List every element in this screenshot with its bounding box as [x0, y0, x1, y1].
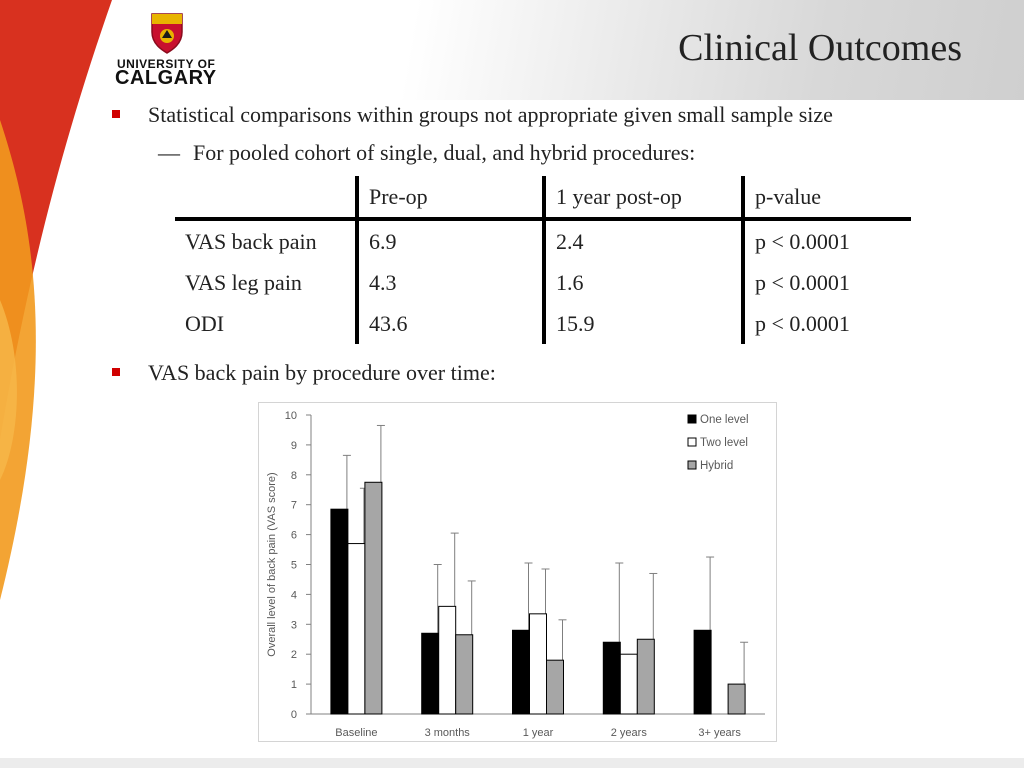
vas-back-pain-chart [258, 402, 777, 742]
bar-one-level [422, 633, 439, 714]
table-header-cell: Pre-op [357, 176, 544, 219]
legend-label: Two level [700, 437, 748, 449]
bar-one-level [694, 630, 711, 714]
bar-one-level [513, 630, 530, 714]
y-tick-label: 6 [290, 529, 297, 542]
table-row [175, 303, 911, 344]
bar-two-level [530, 614, 547, 714]
logo-calgary: CALGARY [115, 67, 217, 89]
logo-university-of: UNIVERSITY OF [117, 57, 216, 71]
bar-hybrid [637, 639, 654, 714]
table-header-cell: p-value [743, 176, 911, 219]
legend-label: One level [700, 414, 749, 426]
table-header-row [175, 176, 911, 219]
table-cell: 2.4 [544, 219, 743, 262]
bar-hybrid [365, 482, 382, 714]
bar-one-level [331, 509, 348, 714]
legend-swatch [688, 415, 696, 423]
y-tick-label: 3 [290, 619, 297, 632]
table-header-cell: 1 year post-op [544, 176, 743, 219]
university-logo[interactable] [115, 12, 225, 92]
table-cell: ODI [185, 310, 225, 336]
y-tick-label: 10 [284, 410, 297, 422]
bar-two-level [348, 544, 365, 714]
table-cell: 15.9 [544, 303, 743, 344]
table-cell: VAS leg pain [185, 269, 302, 295]
sub-bullet-marker: — [158, 140, 180, 165]
footer-band [0, 758, 1024, 768]
x-tick-label: 2 years [610, 727, 647, 739]
x-tick-label: 3 months [424, 727, 470, 739]
coat-of-arms-icon [150, 12, 184, 54]
bar-two-level [439, 606, 456, 714]
bar-two-level [620, 654, 637, 714]
y-tick-label: 4 [290, 589, 297, 602]
x-tick-label: Baseline [335, 727, 378, 739]
table-cell: p < 0.0001 [743, 303, 911, 344]
table-header-cell [175, 176, 357, 219]
y-tick-label: 8 [290, 469, 297, 482]
y-tick-label: 5 [290, 559, 297, 572]
sub-bullet-text: For pooled cohort of single, dual, and hybrid procedures: [193, 140, 696, 165]
legend-swatch [688, 438, 696, 446]
table-cell: VAS back pain [185, 228, 317, 254]
table-cell: 43.6 [357, 303, 544, 344]
x-tick-label: 1 year [522, 727, 554, 739]
table-cell: p < 0.0001 [743, 219, 911, 262]
x-tick-label: 3+ years [698, 727, 741, 739]
table-cell: 1.6 [544, 262, 743, 303]
bar-hybrid [456, 635, 473, 714]
legend-label: Hybrid [700, 460, 734, 472]
y-tick-label: 1 [290, 679, 297, 692]
y-tick-label: 9 [290, 439, 297, 452]
y-tick-label: 7 [290, 499, 297, 512]
outcomes-table [175, 176, 911, 344]
table-cell: p < 0.0001 [743, 262, 911, 303]
bullet-marker [112, 368, 120, 376]
y-tick-label: 0 [290, 709, 297, 721]
bar-hybrid [547, 660, 564, 714]
table-cell: 6.9 [357, 219, 544, 262]
bullet-text-vas: VAS back pain by procedure over time: [148, 360, 496, 385]
bar-hybrid [728, 684, 745, 714]
chart-svg [259, 403, 776, 741]
table-row [175, 262, 911, 303]
legend-swatch [688, 461, 696, 469]
table-cell: 4.3 [357, 262, 544, 303]
slide-title: Clinical Outcomes [678, 27, 962, 69]
y-tick-label: 2 [290, 649, 297, 662]
bullet-text-statistical: Statistical comparisons within groups not appropriate given small sample size [148, 102, 833, 127]
bullet-marker [112, 110, 120, 118]
bar-one-level [603, 642, 620, 714]
y-axis-label: Overall level of back pain (VAS score) [266, 472, 278, 657]
table-row [175, 219, 911, 262]
